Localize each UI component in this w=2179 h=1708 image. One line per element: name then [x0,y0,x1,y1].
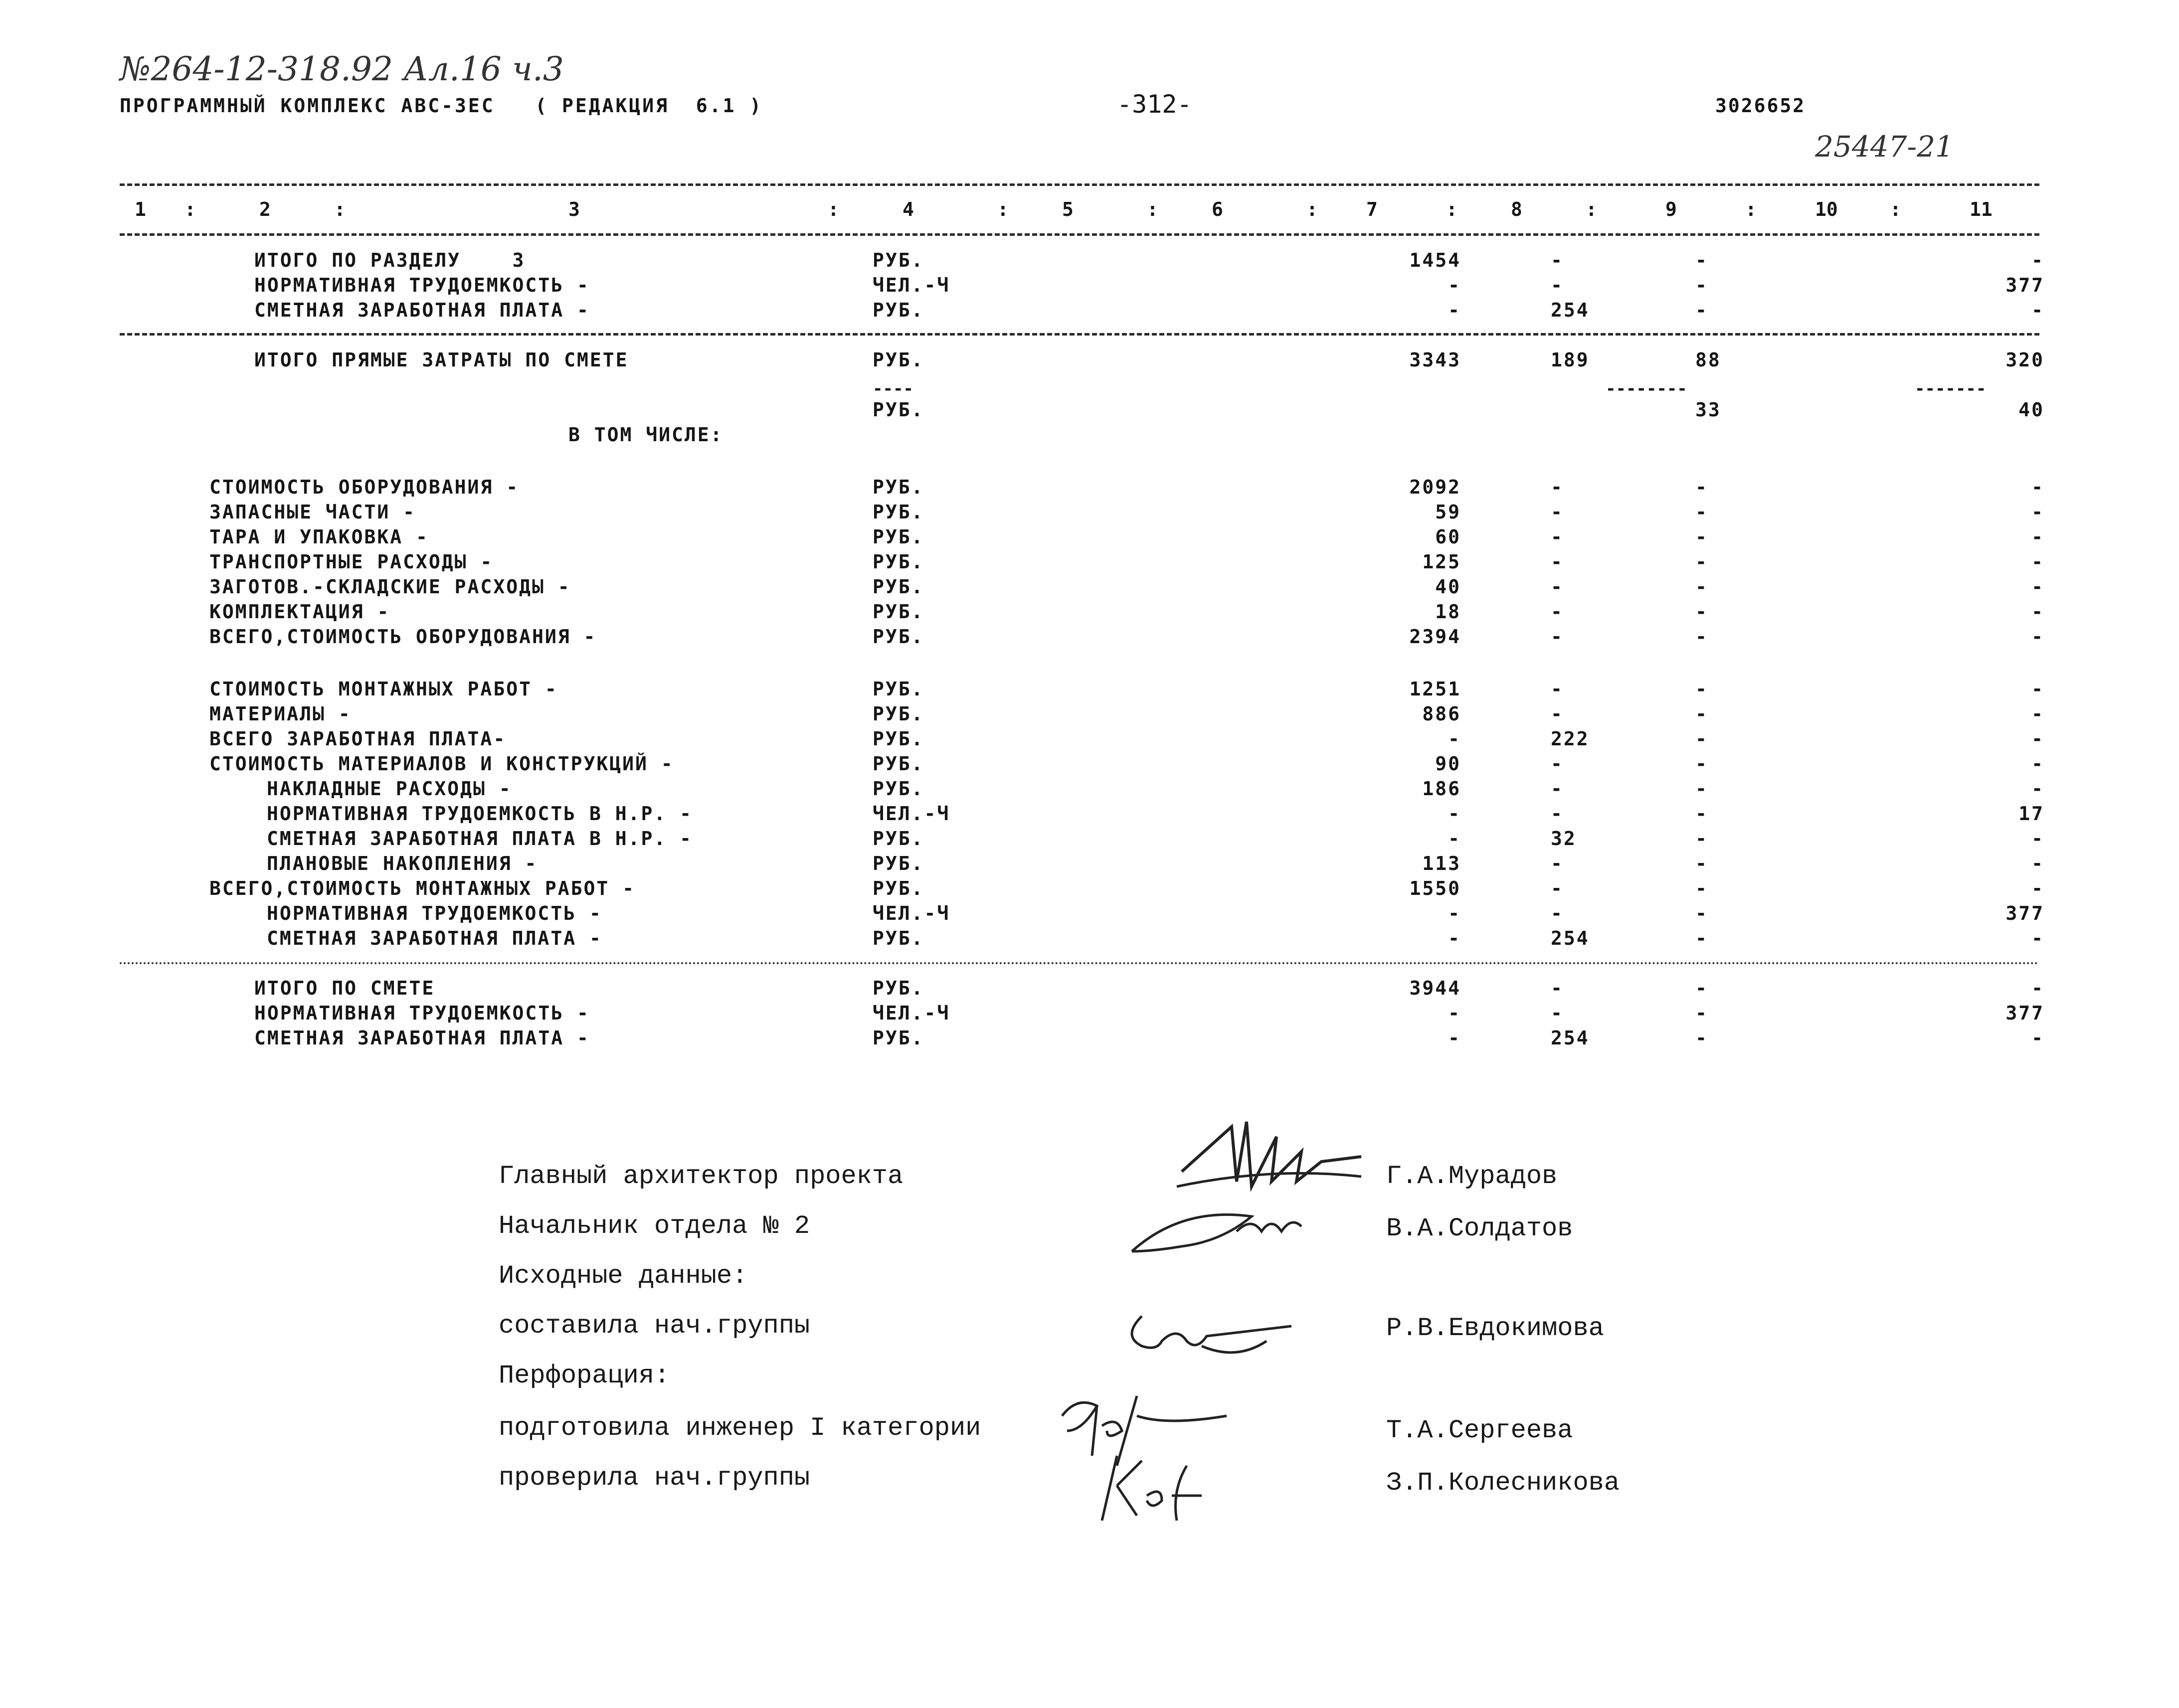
table-row [0,299,2179,324]
column-separator: : [1890,198,1901,220]
cell-col8: - [1551,274,1564,296]
cell-col7: 60 [1435,526,1461,548]
signature-role: Главный архитектор проекта [499,1162,904,1191]
cell-col7: 886 [1422,703,1461,725]
row-label: НОРМАТИВНАЯ ТРУДОЕМКОСТЬ - [267,902,602,924]
cell-col7: 1251 [1409,678,1461,700]
underline-col9: -------- [1606,379,1687,399]
cell-col7: - [1448,803,1461,825]
table-row [0,703,2179,728]
table-row [0,424,2179,449]
column-separator: : [1306,198,1318,220]
column-separator: : [1446,198,1457,220]
column-number: 4 [903,198,914,220]
signature-soldatov [1122,1196,1321,1266]
row-unit: РУБ. [873,476,924,498]
cell-col11: - [2031,501,2044,523]
row-label: СМЕТНАЯ ЗАРАБОТНАЯ ПЛАТА В Н.Р. - [267,828,693,850]
cell-col8: - [1551,601,1564,623]
signature-evdokimova [1112,1296,1311,1366]
cell-col11: - [2031,778,2044,800]
row-label: В ТОМ ЧИСЛЕ: [568,424,724,446]
cell-col9: - [1695,1002,1708,1024]
cell-col7: 2394 [1409,626,1461,648]
column-number: 9 [1665,198,1677,220]
cell-col8: - [1551,977,1564,999]
cell-col8: - [1551,703,1564,725]
cell-col9: - [1695,576,1708,598]
cell-col11: - [2031,977,2044,999]
cell-col11: - [2031,576,2044,598]
row-unit: РУБ. [873,601,924,623]
cell-col11: - [2031,927,2044,949]
row-label: СМЕТНАЯ ЗАРАБОТНАЯ ПЛАТА - [254,1027,590,1049]
cell-col9: - [1695,703,1708,725]
row-unit: ЧЕЛ.-Ч [873,274,950,296]
row-unit: РУБ. [873,626,924,648]
column-number: 7 [1366,198,1378,220]
table-row [0,778,2179,803]
table-row [0,626,2179,651]
row-unit: РУБ. [873,249,924,271]
signature-muradov [1172,1107,1371,1206]
row-unit: РУБ. [873,703,924,725]
cell-col9: - [1695,1027,1708,1049]
table-row [0,803,2179,828]
cell-col7: - [1448,828,1461,850]
table-row [0,576,2179,601]
cell-col7: - [1448,1002,1461,1024]
cell-col9: - [1695,753,1708,775]
cell-col9: - [1695,778,1708,800]
cell-col11: - [2031,703,2044,725]
cell-col8: 222 [1551,728,1590,750]
column-separator: : [184,198,196,220]
cell-col11: - [2031,626,2044,648]
cell-col7: 186 [1422,778,1461,800]
cell-col11: 40 [2018,399,2044,421]
row-unit: РУБ. [873,977,924,999]
cell-col9: - [1695,977,1708,999]
row-unit: ЧЕЛ.-Ч [873,902,950,924]
signature-row [0,1211,2179,1246]
cell-col8: - [1551,1002,1564,1024]
cell-col11: - [2031,728,2044,750]
cell-col8: 254 [1551,299,1590,321]
cell-col7: 1454 [1409,249,1461,271]
signature-role: проверила нач.группы [499,1463,810,1493]
row-label: ИТОГО ПО РАЗДЕЛУ 3 [254,249,526,271]
cell-col7: 125 [1422,551,1461,573]
row-label: СТОИМОСТЬ ОБОРУДОВАНИЯ - [209,476,520,498]
table-row [0,853,2179,877]
cell-col11: - [2031,476,2044,498]
cell-col9: - [1695,299,1708,321]
cell-col7: 3944 [1409,977,1461,999]
cell-col9: 88 [1695,349,1721,371]
cell-col11: - [2031,828,2044,850]
cell-col8: - [1551,678,1564,700]
cell-col9: - [1695,803,1708,825]
row-label: ВСЕГО ЗАРАБОТНАЯ ПЛАТА- [209,728,507,750]
cell-col11: - [2031,249,2044,271]
signature-row [0,1162,2179,1196]
cell-col8: - [1551,902,1564,924]
cell-col11: - [2031,526,2044,548]
signature-row [0,1311,2179,1346]
cell-col9: - [1695,249,1708,271]
cell-col7: - [1448,728,1461,750]
signature-name: Г.А.Мурадов [1386,1162,1558,1191]
row-unit: РУБ. [873,526,924,548]
cell-col9: - [1695,626,1708,648]
row-label: ВСЕГО,СТОИМОСТЬ МОНТАЖНЫХ РАБОТ - [209,877,635,899]
row-label: МАТЕРИАЛЫ - [209,703,352,725]
row-unit: РУБ. [873,828,924,850]
cell-col9: - [1695,728,1708,750]
signature-name: З.П.Колесникова [1386,1468,1620,1498]
cell-col9: - [1695,927,1708,949]
cell-col7: 59 [1435,501,1461,523]
cell-col8: - [1551,526,1564,548]
row-label: НОРМАТИВНАЯ ТРУДОЕМКОСТЬ В Н.Р. - [267,803,693,825]
signature-role: Исходные данные: [499,1261,748,1291]
cell-col8: - [1551,551,1564,573]
cell-col11: - [2031,551,2044,573]
cell-col9: - [1695,501,1708,523]
table-row [0,877,2179,902]
row-unit: ЧЕЛ.-Ч [873,803,950,825]
table-row [0,828,2179,853]
cell-col8: 189 [1551,349,1590,371]
row-label: ИТОГО ПРЯМЫЕ ЗАТРАТЫ ПО СМЕТЕ [254,349,629,371]
cell-col9: - [1695,902,1708,924]
cell-col7: 1550 [1409,877,1461,899]
table-row [0,601,2179,626]
cell-col9: - [1695,877,1708,899]
signature-role: Перфорация: [499,1361,670,1390]
underline-col11: ------- [1915,379,1987,399]
row-label: ПЛАНОВЫЕ НАКОПЛЕНИЯ - [267,853,538,874]
cell-col8: 254 [1551,927,1590,949]
cell-col7: 2092 [1409,476,1461,498]
column-number: 2 [259,198,271,220]
row-unit: РУБ. [873,501,924,523]
row-label: ЗАПАСНЫЕ ЧАСТИ - [209,501,416,523]
cell-col11: - [2031,601,2044,623]
page-number: -312- [1117,90,1192,119]
row-unit: РУБ. [873,927,924,949]
cell-col8: - [1551,501,1564,523]
cell-col8: - [1551,853,1564,874]
row-unit: РУБ. [873,728,924,750]
row-label: КОМПЛЕКТАЦИЯ - [209,601,390,623]
signature-name: Т.А.Сергеева [1386,1416,1573,1445]
row-label: ТРАНСПОРТНЫЕ РАСХОДЫ - [209,551,494,573]
column-number: 1 [135,198,146,220]
cell-col9: - [1695,526,1708,548]
row-label: НАКЛАДНЫЕ РАСХОДЫ - [267,778,512,800]
row-unit: РУБ. [873,877,924,899]
table-row [0,501,2179,526]
cell-col8: - [1551,877,1564,899]
row-unit: РУБ. [873,853,924,874]
cell-col9: - [1695,601,1708,623]
column-number: 5 [1062,198,1074,220]
cell-col7: - [1448,927,1461,949]
underline-unit: ---- [873,379,913,399]
cell-col7: 18 [1435,601,1461,623]
cell-col9: - [1695,551,1708,573]
row-unit: РУБ. [873,1027,924,1049]
rule-before-total [120,962,2039,964]
cell-col8: - [1551,778,1564,800]
table-row [0,551,2179,576]
cell-col7: 113 [1422,853,1461,874]
cell-col9: - [1695,678,1708,700]
column-separator: : [334,198,346,220]
cell-col7: 40 [1435,576,1461,598]
column-number: 3 [568,198,580,220]
table-row [0,349,2179,374]
cell-col11: - [2031,753,2044,775]
cell-col9: - [1695,274,1708,296]
row-label: СМЕТНАЯ ЗАРАБОТНАЯ ПЛАТА - [254,299,590,321]
table-row [0,927,2179,952]
cell-col11: - [2031,678,2044,700]
row-unit: РУБ. [873,678,924,700]
row-label: НОРМАТИВНАЯ ТРУДОЕМКОСТЬ - [254,274,590,296]
column-separator: : [1586,198,1597,220]
table-row [0,678,2179,703]
rule-after-section [120,333,2039,336]
cell-col7: - [1448,299,1461,321]
cell-col8: - [1551,803,1564,825]
cell-col11: 17 [2018,803,2044,825]
cell-col9: - [1695,853,1708,874]
cell-col11: - [2031,853,2044,874]
cell-col7: - [1448,274,1461,296]
cell-col8: - [1551,626,1564,648]
table-row [0,526,2179,551]
row-label: ВСЕГО,СТОИМОСТЬ ОБОРУДОВАНИЯ - [209,626,597,648]
rule-under-header [120,233,2039,236]
cell-col11: - [2031,299,2044,321]
cell-col7: - [1448,1027,1461,1049]
signature-kolesnikova [1087,1446,1237,1526]
cell-col9: - [1695,828,1708,850]
signature-name: Р.В.Евдокимова [1386,1314,1604,1343]
table-row [0,274,2179,299]
cell-col11: 377 [2005,902,2044,924]
column-number: 6 [1212,198,1223,220]
row-unit: РУБ. [873,576,924,598]
row-label: СТОИМОСТЬ МОНТАЖНЫХ РАБОТ - [209,678,558,700]
handwritten-code: 25447-21 [1815,130,1954,164]
rule-top [120,183,2039,186]
row-unit: РУБ. [873,349,924,371]
table-row [0,753,2179,778]
row-label: ТАРА И УПАКОВКА - [209,526,429,548]
column-number: 8 [1511,198,1522,220]
row-label: СТОИМОСТЬ МАТЕРИАЛОВ И КОНСТРУКЦИЙ - [209,753,674,775]
row-label: ИТОГО ПО СМЕТЕ [254,977,435,999]
cell-col8: - [1551,576,1564,598]
document-code: 3026652 [1715,95,1806,117]
cell-col9: - [1695,476,1708,498]
column-separator: : [997,198,1009,220]
column-separator: : [1147,198,1158,220]
cell-col7: - [1448,902,1461,924]
table-row [0,977,2179,1002]
column-separator: : [1745,198,1757,220]
table-row [0,728,2179,753]
row-unit: РУБ. [873,778,924,800]
signature-role: составила нач.группы [499,1311,810,1341]
table-row [0,1027,2179,1052]
cell-col7: 3343 [1409,349,1461,371]
column-separator: : [828,198,839,220]
cell-col8: - [1551,476,1564,498]
row-unit: РУБ. [873,399,924,421]
cell-col11: - [2031,1027,2044,1049]
cell-col8: - [1551,753,1564,775]
cell-col11: 320 [2005,349,2044,371]
row-unit: РУБ. [873,753,924,775]
row-unit: ЧЕЛ.-Ч [873,1002,950,1024]
row-unit: РУБ. [873,551,924,573]
column-number: 11 [1970,198,1993,220]
cell-col8: 32 [1551,828,1577,850]
signature-row [0,1261,2179,1296]
table-row [0,399,2179,424]
table-row [0,902,2179,927]
row-label: ЗАГОТОВ.-СКЛАДСКИЕ РАСХОДЫ - [209,576,571,598]
table-row [0,1002,2179,1027]
row-unit: РУБ. [873,299,924,321]
signature-role: Начальник отдела № 2 [499,1211,810,1241]
cell-col8: - [1551,249,1564,271]
signature-name: В.А.Солдатов [1386,1214,1573,1243]
column-number: 10 [1815,198,1838,220]
table-row [0,249,2179,274]
row-label: НОРМАТИВНАЯ ТРУДОЕМКОСТЬ - [254,1002,590,1024]
cell-col8: 254 [1551,1027,1590,1049]
cell-col11: 377 [2005,274,2044,296]
signature-role: подготовила инженер I категории [499,1413,981,1443]
cell-col11: 377 [2005,1002,2044,1024]
handwritten-reference: №264-12-318.92 Ал.16 ч.3 [120,50,564,88]
cell-col9: 33 [1695,399,1721,421]
program-title: ПРОГРАММНЫЙ КОМПЛЕКС АВС-3ЕС ( РЕДАКЦИЯ 6.1 ) [120,95,763,117]
row-label: СМЕТНАЯ ЗАРАБОТНАЯ ПЛАТА - [267,927,602,949]
table-row [0,476,2179,501]
cell-col11: - [2031,877,2044,899]
cell-col7: 90 [1435,753,1461,775]
